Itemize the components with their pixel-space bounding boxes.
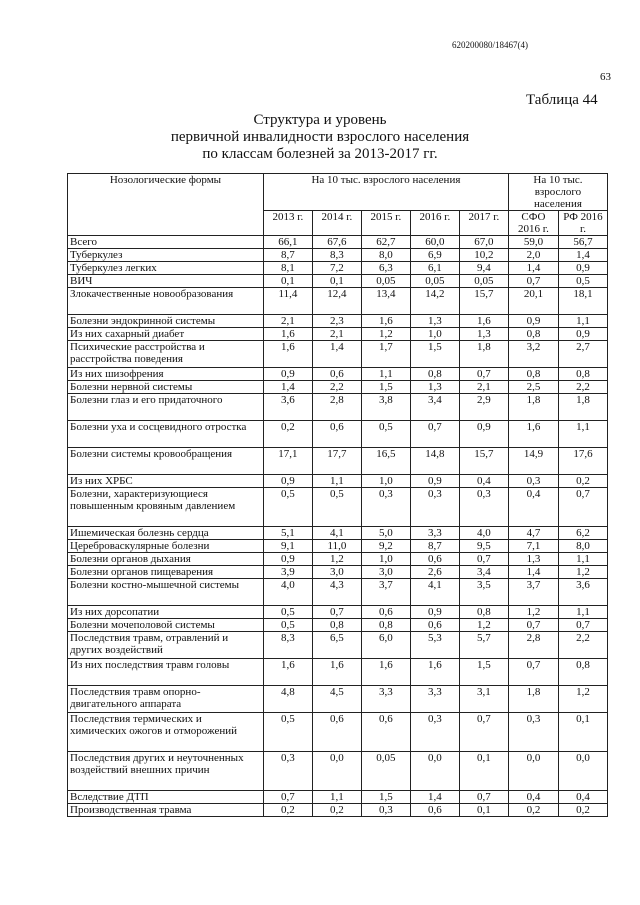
table-row bbox=[68, 341, 608, 368]
row-value: 3,9 bbox=[263, 566, 312, 579]
row-value: 0,6 bbox=[312, 421, 361, 448]
row-value: 3,3 bbox=[410, 527, 459, 540]
row-value: 1,4 bbox=[558, 249, 607, 262]
row-value: 1,6 bbox=[361, 659, 410, 686]
row-value: 4,7 bbox=[508, 527, 558, 540]
row-value: 0,9 bbox=[263, 475, 312, 488]
row-label: Последствия других и неуточненных воздействий внешних причин bbox=[68, 752, 264, 791]
row-value: 1,5 bbox=[361, 381, 410, 394]
row-value: 0,3 bbox=[459, 488, 508, 527]
title-line-1: Структура и уровень bbox=[253, 112, 387, 128]
table-row bbox=[68, 540, 608, 553]
row-value: 0,0 bbox=[410, 752, 459, 791]
row-value: 0,7 bbox=[558, 619, 607, 632]
row-value: 5,7 bbox=[459, 632, 508, 659]
row-label: Последствия травм опорно-двигательного аппарата bbox=[68, 686, 264, 713]
row-value: 1,2 bbox=[312, 553, 361, 566]
row-value: 8,0 bbox=[558, 540, 607, 553]
row-value: 17,1 bbox=[263, 448, 312, 475]
row-value: 0,9 bbox=[508, 315, 558, 328]
row-value: 0,7 bbox=[508, 619, 558, 632]
row-label: Из них сахарный диабет bbox=[68, 328, 264, 341]
row-value: 3,4 bbox=[459, 566, 508, 579]
row-value: 1,8 bbox=[508, 394, 558, 421]
header-group-comparison: На 10 тыс. взрослого населения bbox=[508, 174, 607, 211]
table-row bbox=[68, 566, 608, 579]
row-value: 0,4 bbox=[508, 791, 558, 804]
header-nosology: Нозологические формы bbox=[68, 174, 264, 236]
row-value: 0,7 bbox=[459, 713, 508, 752]
row-value: 0,6 bbox=[312, 713, 361, 752]
row-value: 17,7 bbox=[312, 448, 361, 475]
row-value: 10,2 bbox=[459, 249, 508, 262]
row-value: 3,7 bbox=[361, 579, 410, 606]
row-value: 0,5 bbox=[263, 713, 312, 752]
row-label: Из них ХРБС bbox=[68, 475, 264, 488]
row-value: 1,3 bbox=[410, 315, 459, 328]
header-year: 2017 г. bbox=[459, 211, 508, 236]
row-value: 13,4 bbox=[361, 288, 410, 315]
row-value: 0,7 bbox=[459, 368, 508, 381]
row-label: Последствия травм, отравлений и других воздействий bbox=[68, 632, 264, 659]
row-label: ВИЧ bbox=[68, 275, 264, 288]
row-value: 0,2 bbox=[508, 804, 558, 817]
row-value: 14,8 bbox=[410, 448, 459, 475]
table-row bbox=[68, 448, 608, 475]
row-value: 0,5 bbox=[312, 488, 361, 527]
row-value: 0,4 bbox=[508, 488, 558, 527]
row-value: 0,5 bbox=[361, 421, 410, 448]
row-value: 0,6 bbox=[410, 553, 459, 566]
row-value: 6,0 bbox=[361, 632, 410, 659]
row-value: 1,7 bbox=[361, 341, 410, 368]
row-value: 0,8 bbox=[312, 619, 361, 632]
row-value: 3,6 bbox=[558, 579, 607, 606]
table-row bbox=[68, 527, 608, 540]
row-value: 1,6 bbox=[459, 315, 508, 328]
table-row bbox=[68, 632, 608, 659]
row-label: Болезни системы кровообращения bbox=[68, 448, 264, 475]
row-label: Болезни нервной системы bbox=[68, 381, 264, 394]
table-title bbox=[0, 112, 640, 163]
row-value: 2,2 bbox=[312, 381, 361, 394]
header-group-regional: На 10 тыс. взрослого населения bbox=[263, 174, 508, 211]
row-value: 3,4 bbox=[410, 394, 459, 421]
row-value: 0,8 bbox=[508, 368, 558, 381]
row-value: 0,05 bbox=[361, 275, 410, 288]
row-value: 5,3 bbox=[410, 632, 459, 659]
row-value: 0,7 bbox=[508, 275, 558, 288]
row-value: 62,7 bbox=[361, 236, 410, 249]
table-row bbox=[68, 488, 608, 527]
row-value: 0,9 bbox=[410, 475, 459, 488]
row-value: 0,8 bbox=[410, 368, 459, 381]
row-value: 0,7 bbox=[508, 659, 558, 686]
row-value: 66,1 bbox=[263, 236, 312, 249]
row-value: 1,1 bbox=[312, 791, 361, 804]
row-label: Туберкулез bbox=[68, 249, 264, 262]
row-value: 0,0 bbox=[508, 752, 558, 791]
row-value: 4,1 bbox=[410, 579, 459, 606]
row-value: 1,1 bbox=[312, 475, 361, 488]
row-value: 0,6 bbox=[361, 606, 410, 619]
row-value: 0,2 bbox=[263, 804, 312, 817]
row-value: 1,3 bbox=[459, 328, 508, 341]
row-value: 0,3 bbox=[361, 804, 410, 817]
title-line-3: по классам болезней за 2013-2017 гг. bbox=[202, 146, 438, 162]
row-value: 15,7 bbox=[459, 288, 508, 315]
table-row bbox=[68, 275, 608, 288]
row-value: 8,1 bbox=[263, 262, 312, 275]
row-value: 4,0 bbox=[263, 579, 312, 606]
table-row bbox=[68, 619, 608, 632]
table-row bbox=[68, 328, 608, 341]
row-value: 8,7 bbox=[263, 249, 312, 262]
row-value: 1,8 bbox=[558, 394, 607, 421]
row-label: Болезни костно-мышечной системы bbox=[68, 579, 264, 606]
row-value: 14,9 bbox=[508, 448, 558, 475]
row-value: 0,5 bbox=[263, 619, 312, 632]
row-label: Из них последствия травм головы bbox=[68, 659, 264, 686]
row-value: 67,0 bbox=[459, 236, 508, 249]
row-value: 3,1 bbox=[459, 686, 508, 713]
row-value: 2,7 bbox=[558, 341, 607, 368]
row-label: Туберкулез легких bbox=[68, 262, 264, 275]
row-value: 2,6 bbox=[410, 566, 459, 579]
row-value: 0,7 bbox=[459, 553, 508, 566]
row-value: 3,7 bbox=[508, 579, 558, 606]
row-value: 0,5 bbox=[263, 488, 312, 527]
header-year: 2014 г. bbox=[312, 211, 361, 236]
table-row bbox=[68, 421, 608, 448]
row-value: 6,3 bbox=[361, 262, 410, 275]
table-row bbox=[68, 394, 608, 421]
row-value: 2,1 bbox=[312, 328, 361, 341]
row-value: 0,9 bbox=[410, 606, 459, 619]
row-value: 0,8 bbox=[459, 606, 508, 619]
row-value: 6,2 bbox=[558, 527, 607, 540]
row-label: Болезни эндокринной системы bbox=[68, 315, 264, 328]
row-value: 0,5 bbox=[558, 275, 607, 288]
row-value: 3,0 bbox=[361, 566, 410, 579]
row-value: 3,6 bbox=[263, 394, 312, 421]
table-row bbox=[68, 368, 608, 381]
row-value: 60,0 bbox=[410, 236, 459, 249]
row-value: 2,2 bbox=[558, 381, 607, 394]
row-value: 0,9 bbox=[558, 328, 607, 341]
table-row bbox=[68, 236, 608, 249]
row-value: 0,3 bbox=[508, 475, 558, 488]
row-value: 2,1 bbox=[459, 381, 508, 394]
row-value: 1,0 bbox=[361, 553, 410, 566]
row-value: 2,3 bbox=[312, 315, 361, 328]
row-value: 0,6 bbox=[361, 713, 410, 752]
row-value: 2,9 bbox=[459, 394, 508, 421]
row-value: 6,5 bbox=[312, 632, 361, 659]
row-value: 3,8 bbox=[361, 394, 410, 421]
row-value: 2,8 bbox=[312, 394, 361, 421]
row-value: 0,1 bbox=[558, 713, 607, 752]
table-row bbox=[68, 553, 608, 566]
header-year: 2013 г. bbox=[263, 211, 312, 236]
title-line-2: первичной инвалидности взрослого населения bbox=[170, 129, 470, 145]
table-row bbox=[68, 579, 608, 606]
row-value: 3,5 bbox=[459, 579, 508, 606]
row-label: Болезни мочеполовой системы bbox=[68, 619, 264, 632]
row-value: 3,3 bbox=[410, 686, 459, 713]
row-value: 0,3 bbox=[508, 713, 558, 752]
table-row bbox=[68, 315, 608, 328]
row-value: 17,6 bbox=[558, 448, 607, 475]
row-value: 1,6 bbox=[361, 315, 410, 328]
row-value: 1,8 bbox=[508, 686, 558, 713]
row-label: Из них дорсопатии bbox=[68, 606, 264, 619]
row-value: 20,1 bbox=[508, 288, 558, 315]
row-value: 2,8 bbox=[508, 632, 558, 659]
row-value: 0,2 bbox=[263, 421, 312, 448]
row-value: 2,5 bbox=[508, 381, 558, 394]
row-value: 0,9 bbox=[263, 368, 312, 381]
row-label: Болезни глаз и его придаточного bbox=[68, 394, 264, 421]
row-value: 5,1 bbox=[263, 527, 312, 540]
row-value: 6,1 bbox=[410, 262, 459, 275]
row-value: 0,4 bbox=[459, 475, 508, 488]
row-value: 15,7 bbox=[459, 448, 508, 475]
row-value: 67,6 bbox=[312, 236, 361, 249]
row-value: 4,5 bbox=[312, 686, 361, 713]
table-label: Таблица 44 bbox=[526, 92, 598, 108]
row-label: Болезни органов пищеварения bbox=[68, 566, 264, 579]
row-value: 1,1 bbox=[361, 368, 410, 381]
row-value: 9,5 bbox=[459, 540, 508, 553]
table-row bbox=[68, 752, 608, 791]
row-value: 12,4 bbox=[312, 288, 361, 315]
row-value: 1,3 bbox=[508, 553, 558, 566]
row-value: 16,5 bbox=[361, 448, 410, 475]
row-value: 59,0 bbox=[508, 236, 558, 249]
row-value: 0,6 bbox=[312, 368, 361, 381]
row-value: 0,0 bbox=[312, 752, 361, 791]
row-value: 1,4 bbox=[508, 566, 558, 579]
row-value: 1,1 bbox=[558, 421, 607, 448]
row-value: 0,2 bbox=[558, 804, 607, 817]
row-value: 2,1 bbox=[263, 315, 312, 328]
row-value: 0,1 bbox=[459, 804, 508, 817]
row-value: 1,8 bbox=[459, 341, 508, 368]
table-row bbox=[68, 288, 608, 315]
row-value: 56,7 bbox=[558, 236, 607, 249]
row-value: 0,2 bbox=[558, 475, 607, 488]
table-row bbox=[68, 791, 608, 804]
row-label: Цереброваскулярные болезни bbox=[68, 540, 264, 553]
row-value: 1,6 bbox=[263, 328, 312, 341]
row-value: 0,9 bbox=[263, 553, 312, 566]
header-rf: РФ 2016 г. bbox=[558, 211, 607, 236]
row-value: 1,0 bbox=[410, 328, 459, 341]
row-label: Последствия термических и химических ожогов и отморожений bbox=[68, 713, 264, 752]
row-label: Производственная травма bbox=[68, 804, 264, 817]
row-label: Вследствие ДТП bbox=[68, 791, 264, 804]
row-value: 0,3 bbox=[263, 752, 312, 791]
row-value: 0,7 bbox=[312, 606, 361, 619]
row-value: 1,2 bbox=[508, 606, 558, 619]
row-value: 8,3 bbox=[312, 249, 361, 262]
row-value: 1,5 bbox=[459, 659, 508, 686]
row-value: 8,0 bbox=[361, 249, 410, 262]
row-value: 0,8 bbox=[558, 368, 607, 381]
row-value: 0,3 bbox=[361, 488, 410, 527]
row-value: 1,6 bbox=[263, 341, 312, 368]
row-value: 1,2 bbox=[558, 686, 607, 713]
row-value: 0,8 bbox=[558, 659, 607, 686]
disability-table bbox=[67, 173, 608, 817]
row-value: 1,4 bbox=[312, 341, 361, 368]
table-row bbox=[68, 713, 608, 752]
row-value: 5,0 bbox=[361, 527, 410, 540]
row-value: 4,8 bbox=[263, 686, 312, 713]
row-value: 18,1 bbox=[558, 288, 607, 315]
row-value: 11,0 bbox=[312, 540, 361, 553]
row-label: Болезни, характеризующиеся повышенным кровяным давлением bbox=[68, 488, 264, 527]
row-value: 0,6 bbox=[410, 804, 459, 817]
row-label: Всего bbox=[68, 236, 264, 249]
row-value: 0,9 bbox=[558, 262, 607, 275]
row-value: 4,3 bbox=[312, 579, 361, 606]
document-number: 620200080/18467(4) bbox=[452, 40, 528, 50]
row-value: 2,2 bbox=[558, 632, 607, 659]
row-value: 3,3 bbox=[361, 686, 410, 713]
row-label: Болезни уха и сосцевидного отростка bbox=[68, 421, 264, 448]
table-row bbox=[68, 381, 608, 394]
row-value: 7,2 bbox=[312, 262, 361, 275]
row-value: 0,2 bbox=[312, 804, 361, 817]
row-value: 1,1 bbox=[558, 315, 607, 328]
table-body bbox=[68, 236, 608, 817]
row-value: 7,1 bbox=[508, 540, 558, 553]
row-value: 6,9 bbox=[410, 249, 459, 262]
row-value: 1,0 bbox=[361, 475, 410, 488]
table-row bbox=[68, 262, 608, 275]
header-year: 2015 г. bbox=[361, 211, 410, 236]
row-value: 1,2 bbox=[361, 328, 410, 341]
row-value: 14,2 bbox=[410, 288, 459, 315]
row-value: 1,6 bbox=[508, 421, 558, 448]
row-value: 4,1 bbox=[312, 527, 361, 540]
row-value: 1,1 bbox=[558, 606, 607, 619]
row-value: 9,1 bbox=[263, 540, 312, 553]
row-value: 1,2 bbox=[459, 619, 508, 632]
row-value: 1,5 bbox=[410, 341, 459, 368]
row-value: 1,6 bbox=[410, 659, 459, 686]
row-value: 0,0 bbox=[558, 752, 607, 791]
row-value: 0,05 bbox=[361, 752, 410, 791]
row-value: 8,3 bbox=[263, 632, 312, 659]
row-value: 1,6 bbox=[312, 659, 361, 686]
row-value: 1,4 bbox=[508, 262, 558, 275]
row-value: 1,4 bbox=[263, 381, 312, 394]
row-value: 1,4 bbox=[410, 791, 459, 804]
row-value: 3,0 bbox=[312, 566, 361, 579]
row-value: 9,4 bbox=[459, 262, 508, 275]
row-value: 8,7 bbox=[410, 540, 459, 553]
row-value: 0,7 bbox=[459, 791, 508, 804]
table-row bbox=[68, 804, 608, 817]
row-value: 0,1 bbox=[459, 752, 508, 791]
row-value: 0,1 bbox=[312, 275, 361, 288]
row-value: 0,8 bbox=[361, 619, 410, 632]
row-value: 3,2 bbox=[508, 341, 558, 368]
row-value: 1,3 bbox=[410, 381, 459, 394]
table-row bbox=[68, 686, 608, 713]
row-value: 0,6 bbox=[410, 619, 459, 632]
row-value: 0,3 bbox=[410, 713, 459, 752]
row-value: 4,0 bbox=[459, 527, 508, 540]
row-value: 1,2 bbox=[558, 566, 607, 579]
row-label: Психические расстройства и расстройства поведения bbox=[68, 341, 264, 368]
row-value: 1,5 bbox=[361, 791, 410, 804]
row-value: 0,7 bbox=[410, 421, 459, 448]
row-value: 0,1 bbox=[263, 275, 312, 288]
table-row bbox=[68, 606, 608, 619]
row-value: 0,7 bbox=[263, 791, 312, 804]
row-value: 0,9 bbox=[459, 421, 508, 448]
table-row bbox=[68, 475, 608, 488]
row-value: 0,4 bbox=[558, 791, 607, 804]
table-row bbox=[68, 249, 608, 262]
row-value: 0,3 bbox=[410, 488, 459, 527]
row-value: 0,8 bbox=[508, 328, 558, 341]
row-label: Ишемическая болезнь сердца bbox=[68, 527, 264, 540]
row-value: 1,1 bbox=[558, 553, 607, 566]
row-value: 0,05 bbox=[459, 275, 508, 288]
row-value: 9,2 bbox=[361, 540, 410, 553]
row-label: Из них шизофрения bbox=[68, 368, 264, 381]
row-value: 0,05 bbox=[410, 275, 459, 288]
table-row bbox=[68, 659, 608, 686]
row-label: Болезни органов дыхания bbox=[68, 553, 264, 566]
row-label: Злокачественные новообразования bbox=[68, 288, 264, 315]
row-value: 2,0 bbox=[508, 249, 558, 262]
header-sfo: СФО 2016 г. bbox=[508, 211, 558, 236]
row-value: 0,5 bbox=[263, 606, 312, 619]
row-value: 1,6 bbox=[263, 659, 312, 686]
row-value: 11,4 bbox=[263, 288, 312, 315]
page-number: 63 bbox=[600, 71, 611, 83]
row-value: 0,7 bbox=[558, 488, 607, 527]
header-year: 2016 г. bbox=[410, 211, 459, 236]
